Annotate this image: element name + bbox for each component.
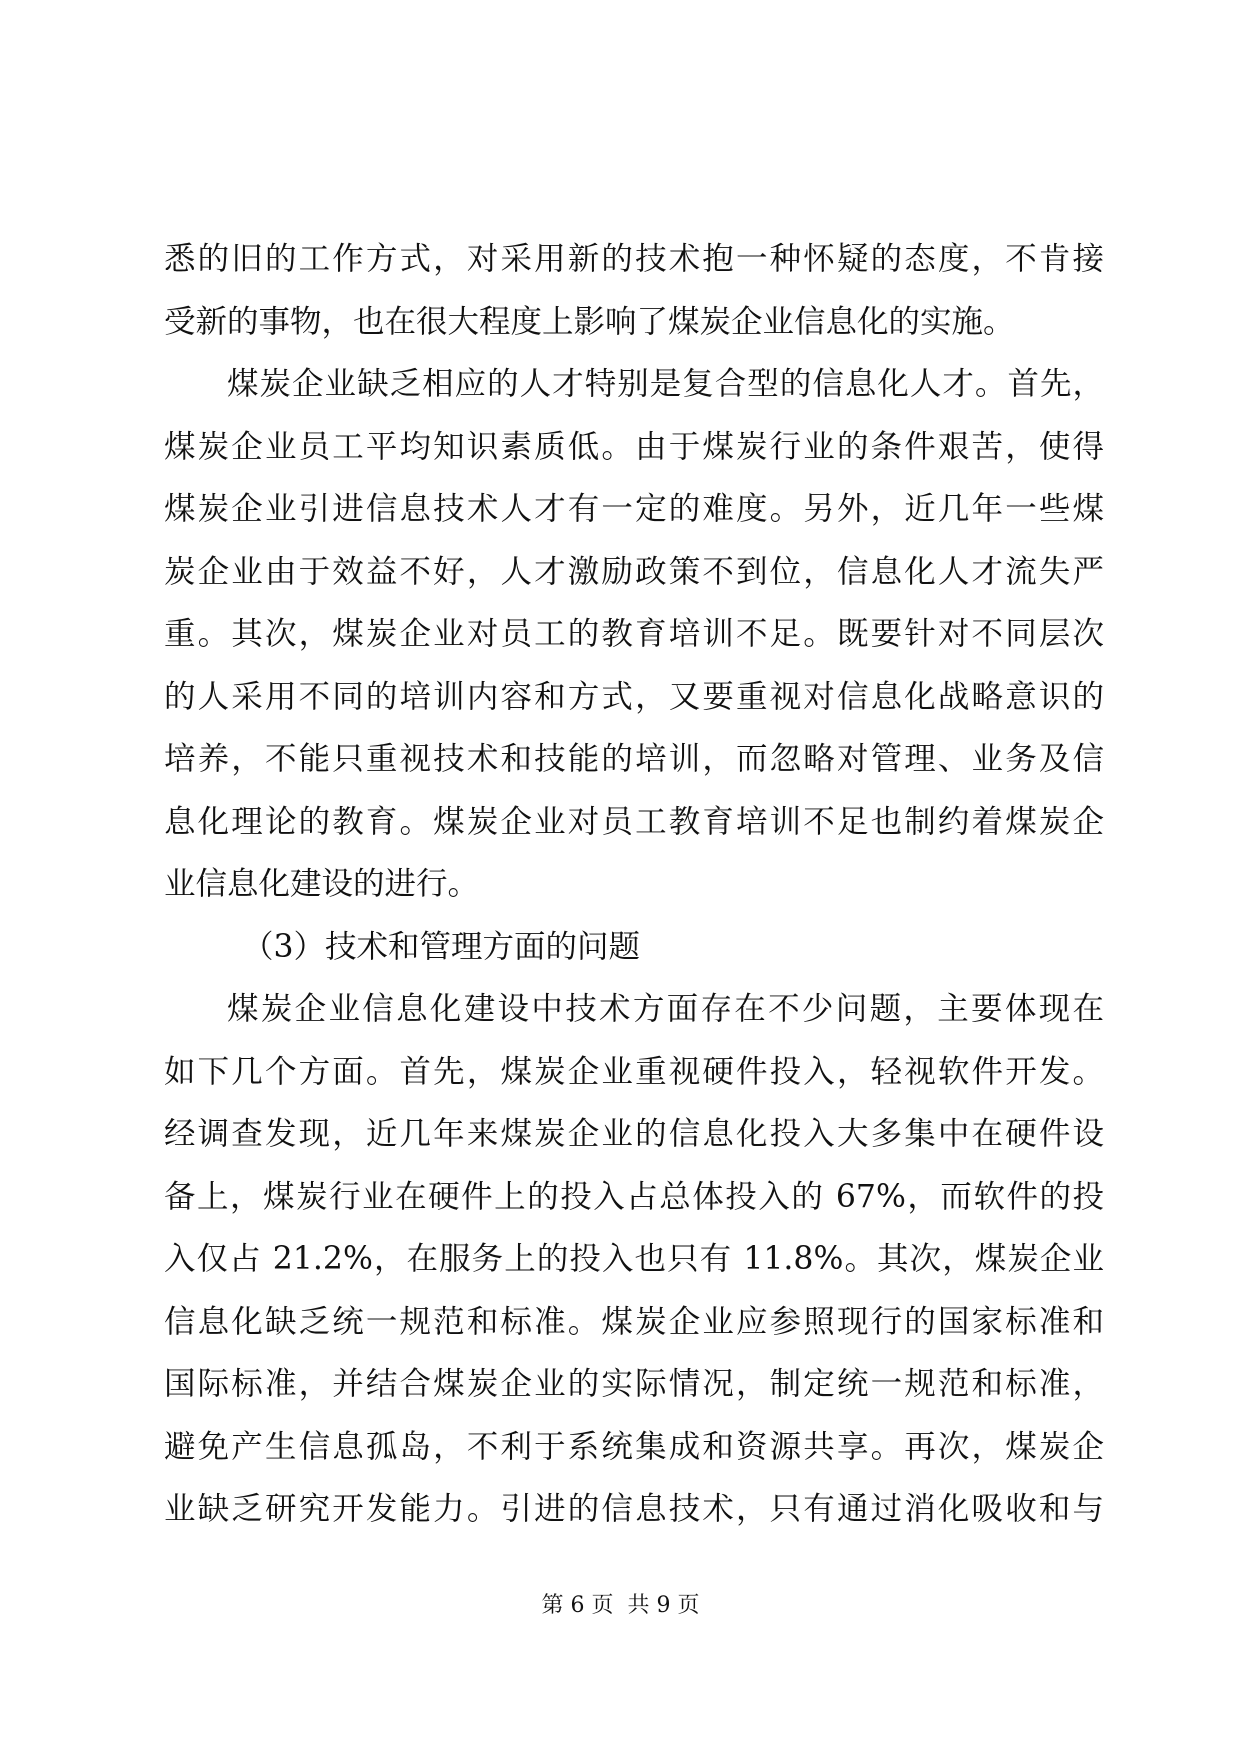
body-text bbox=[164, 228, 1104, 1541]
page-number-footer: 第 6 页 共 9 页 bbox=[541, 1593, 700, 1618]
text-line: 煤炭企业引进信息技术人才有一定的难度。另外，近几年一些煤 bbox=[164, 491, 1104, 527]
text-line: 避免产生信息孤岛，不利于系统集成和资源共享。再次，煤炭企 bbox=[164, 1428, 1104, 1465]
text-line: 如下几个方面。首先，煤炭企业重视硬件投入，轻视软件开发。 bbox=[164, 1053, 1104, 1090]
text-line: 煤炭企业员工平均知识素质低。由于煤炭行业的条件艰苦，使得 bbox=[164, 428, 1104, 465]
text-line: 入仅占 21.2%，在服务上的投入也只有 11.8%。其次，煤炭企业 bbox=[164, 1241, 1104, 1277]
text-line: 业信息化建设的进行。 bbox=[164, 866, 480, 902]
text-line: 重。其次，煤炭企业对员工的教育培训不足。既要针对不同层次 bbox=[164, 616, 1104, 652]
paragraph-first-line: 煤炭企业信息化建设中技术方面存在不少问题，主要体现在 bbox=[227, 991, 1104, 1027]
text-line: 的人采用不同的培训内容和方式，又要重视对信息化战略意识的 bbox=[164, 678, 1104, 715]
paragraph-first-line: 煤炭企业缺乏相应的人才特别是复合型的信息化人才。首先， bbox=[227, 366, 1104, 402]
section-heading: （3）技术和管理方面的问题 bbox=[242, 928, 641, 965]
text-line: 息化理论的教育。煤炭企业对员工教育培训不足也制约着煤炭企 bbox=[164, 803, 1104, 840]
text-line: 国际标准，并结合煤炭企业的实际情况，制定统一规范和标准， bbox=[164, 1366, 1104, 1402]
text-line: 备上，煤炭行业在硬件上的投入占总体投入的 67%，而软件的投 bbox=[164, 1178, 1104, 1215]
text-line: 业缺乏研究开发能力。引进的信息技术，只有通过消化吸收和与 bbox=[164, 1491, 1104, 1527]
text-line: 炭企业由于效益不好，人才激励政策不到位，信息化人才流失严 bbox=[164, 553, 1104, 590]
text-line: 悉的旧的工作方式，对采用新的技术抱一种怀疑的态度，不肯接 bbox=[164, 241, 1104, 277]
text-line: 经调查发现，近几年来煤炭企业的信息化投入大多集中在硬件设 bbox=[164, 1116, 1104, 1152]
text-line: 信息化缺乏统一规范和标准。煤炭企业应参照现行的国家标准和 bbox=[164, 1303, 1104, 1340]
text-line: 受新的事物，也在很大程度上影响了煤炭企业信息化的实施。 bbox=[164, 303, 1015, 340]
text-line: 培养，不能只重视技术和技能的培训，而忽略对管理、业务及信 bbox=[164, 741, 1104, 777]
